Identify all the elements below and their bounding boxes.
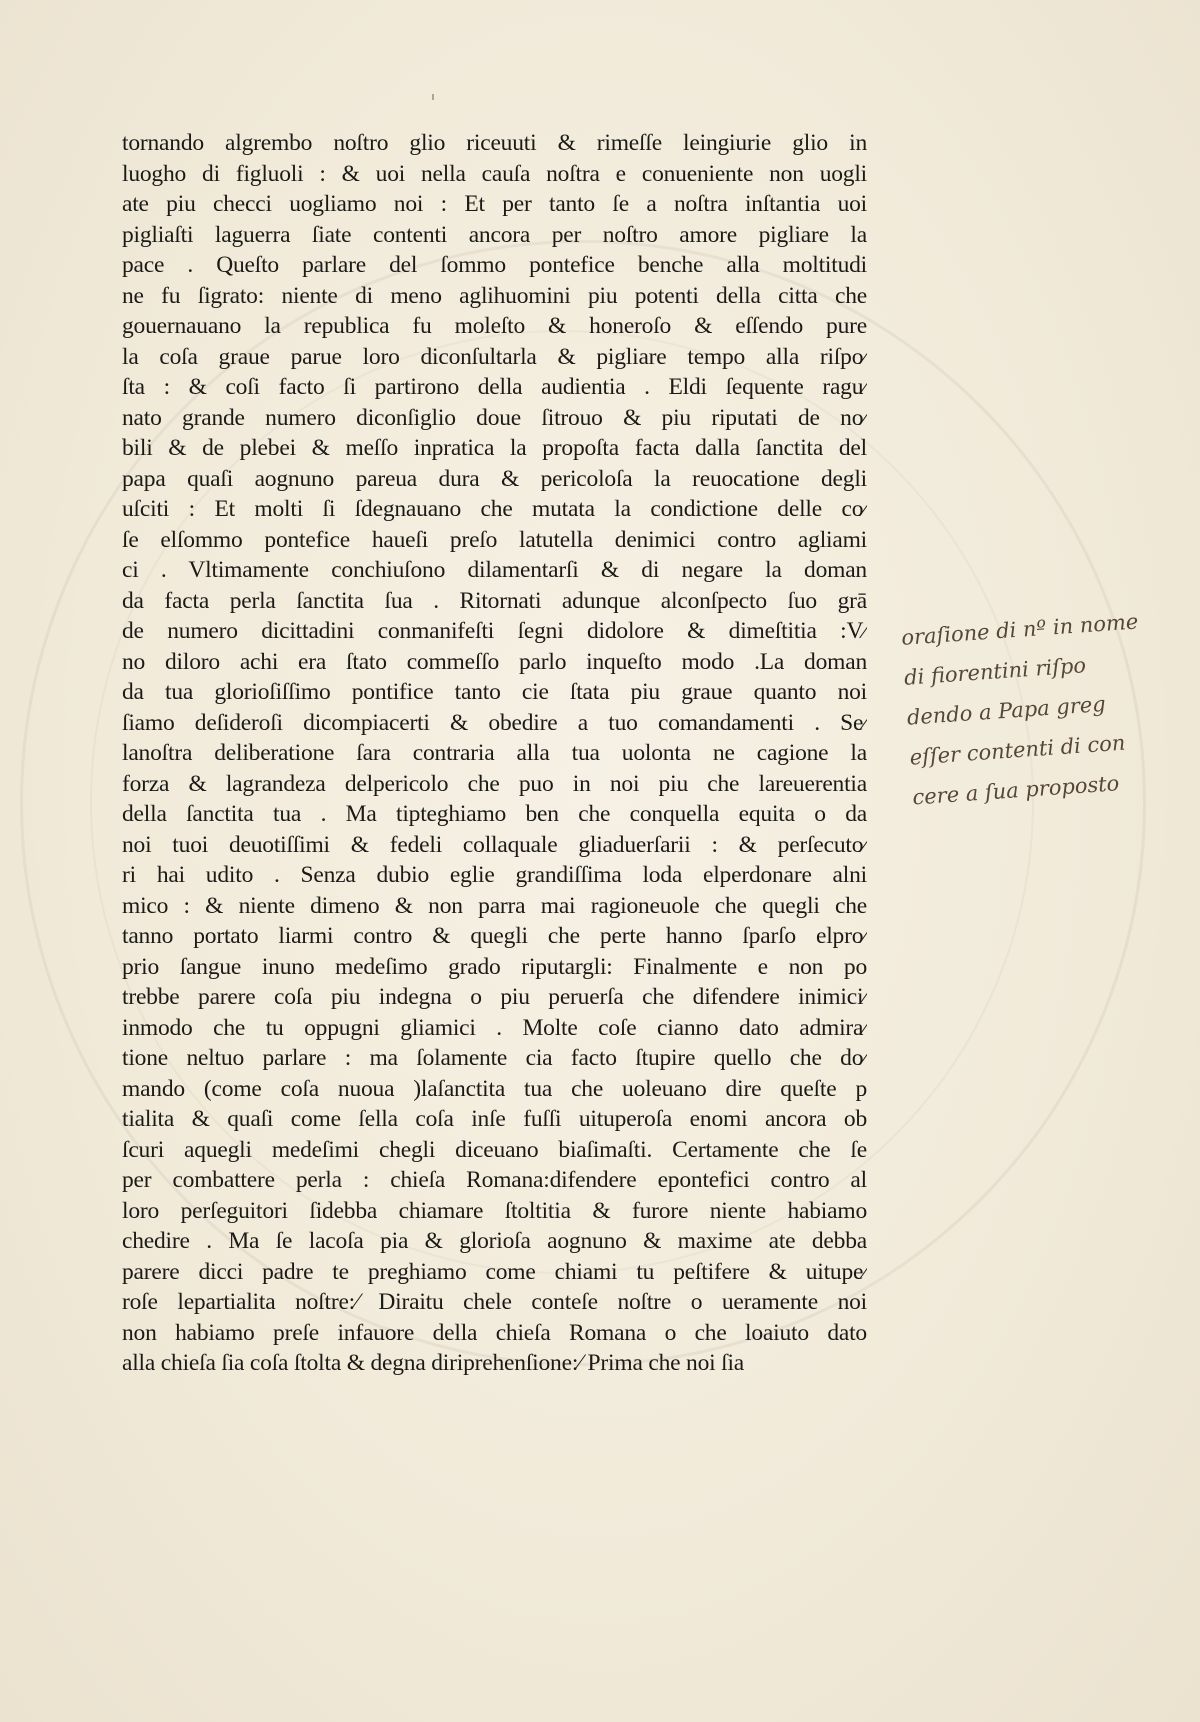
- text-line: alla chieſa ſia coſa ſtolta & degna diriprehenſione:⁄ Prima che noi ſia: [122, 1350, 745, 1376]
- text-line: tornando algrembo noſtro glio riceuuti & rimeſſe leingiurie glio in: [122, 130, 867, 156]
- text-line: uſciti : Et molti ſi ſdegnauano che mutata la condictione delle co⁄: [122, 496, 867, 522]
- text-line: lanoſtra deliberatione ſara contraria alla tua uolonta ne cagione la: [122, 740, 867, 766]
- text-line: forza & lagrandeza delpericolo che puo in noi piu che lareuerentia: [122, 770, 867, 797]
- text-line: la coſa graue parue loro diconſultarla & pigliare tempo alla riſpo⁄: [122, 343, 867, 370]
- printed-text-block: [122, 128, 867, 1379]
- ink-speck: [432, 94, 434, 100]
- text-line: non habiamo preſe infauore della chieſa Romana o che loaiuto dato: [122, 1319, 867, 1346]
- text-line: mico : & niente dimeno & non parra mai ragioneuole che quegli che: [122, 892, 867, 919]
- text-line: per combattere perla : chieſa Romana:difendere epontefici contro al: [122, 1167, 867, 1193]
- text-line: tialita & quaſi come ſella coſa inſe fuſſi uituperoſa enomi ancora ob: [122, 1106, 867, 1132]
- text-line: pigliaſti laguerra ſiate contenti ancora per noſtro amore pigliare la: [122, 221, 867, 248]
- text-line: ſiamo deſideroſi dicompiacerti & obedire a tuo comandamenti . Se⁄: [122, 709, 867, 736]
- text-line: della ſanctita tua . Ma tipteghiamo ben che conquella equita o da: [122, 801, 867, 827]
- text-line: tione neltuo parlare : ma ſolamente cia facto ſtupire quello che do⁄: [122, 1045, 867, 1071]
- text-line: no diloro achi era ſtato commeſſo parlo inqueſto modo .La doman: [122, 648, 867, 675]
- text-line: ne fu ſigrato: niente di meno aglihuomini piu potenti della citta che: [122, 282, 867, 309]
- text-line: ſe elſommo pontefice haueſi preſo latutella denimici contro agliami: [122, 526, 867, 553]
- text-line: trebbe parere coſa piu indegna o piu peruerſa che difendere inimici⁄: [122, 984, 867, 1010]
- text-line: ate piu checci uogliamo noi : Et per tanto ſe a noſtra inſtantia uoi: [122, 191, 867, 217]
- annotation-line: di fiorentini riſpo: [903, 653, 1087, 690]
- text-line: tanno portato liarmi contro & quegli che perte hanno ſparſo elpro⁄: [122, 923, 867, 949]
- annotation-line: eſſer contenti di con: [908, 730, 1127, 770]
- annotation-line: dendo a Papa greg: [906, 691, 1107, 730]
- text-line: pace . Queſto parlare del ſommo pontefice benche alla moltitudi: [122, 252, 867, 278]
- text-line: ri hai udito . Senza dubio eglie grandiſſima loda elperdonare alni: [122, 862, 867, 888]
- text-line: bili & de plebei & meſſo inpratica la propoſta facta dalla ſanctita del: [122, 435, 867, 461]
- text-line: da facta perla ſanctita ſua . Ritornati adunque alconſpecto ſuo grā: [122, 587, 867, 614]
- text-line: prio ſangue inuno medeſimo grado riputargli: Finalmente e non po: [122, 953, 867, 980]
- text-line: chedire . Ma ſe lacoſa pia & glorioſa aognuno & maxime ate debba: [122, 1228, 867, 1254]
- text-line: nato grande numero diconſiglio doue ſitrouo & piu riputati de no⁄: [122, 404, 867, 431]
- text-line: inmodo che tu oppugni gliamici . Molte coſe cianno dato admira⁄: [122, 1014, 867, 1041]
- text-line: ci . Vltimamente conchiuſono dilamentarſi & di negare la doman: [122, 557, 867, 583]
- text-line: mando (come coſa nuoua )laſanctita tua che uoleuano dire queſte p: [122, 1075, 867, 1102]
- text-line: da tua glorioſiſſimo pontifice tanto cie ſtata piu graue quanto noi: [122, 679, 867, 705]
- text-line: luogho di figluoli : & uoi nella cauſa noſtra e conueniente non uogli: [122, 160, 867, 187]
- annotation-line: cere a ſua proposto: [911, 771, 1120, 810]
- text-line: papa quaſi aognuno pareua dura & pericoloſa la reuocatione degli: [122, 465, 867, 492]
- text-line: gouernauano la republica fu moleſto & honeroſo & eſſendo pure: [122, 313, 867, 339]
- handwritten-marginal-note: [900, 597, 1200, 817]
- text-line: loro perſeguitori ſidebba chiamare ſtoltitia & furore niente habiamo: [122, 1197, 867, 1224]
- annotation-line: oraſione di nº in nome: [900, 609, 1139, 650]
- text-line: noi tuoi deuotiſſimi & fedeli collaquale gliaduerſarii : & perſecuto⁄: [122, 831, 867, 858]
- text-line: de numero dicittadini conmanifeſti ſegni didolore & dimeſtitia :V⁄: [122, 618, 867, 644]
- text-line: ſta : & coſi facto ſi partirono della audientia . Eldi ſequente ragu⁄: [122, 374, 867, 400]
- text-line: roſe lepartialita noſtre:⁄ Diraitu chele conteſe noſtre o ueramente noi: [122, 1289, 867, 1315]
- text-line: parere dicci padre te preghiamo come chiami tu peſtifere & uitupe⁄: [122, 1258, 867, 1285]
- text-line: ſcuri aquegli medeſimi chegli diceuano biaſimaſti. Certamente che ſe: [122, 1136, 867, 1163]
